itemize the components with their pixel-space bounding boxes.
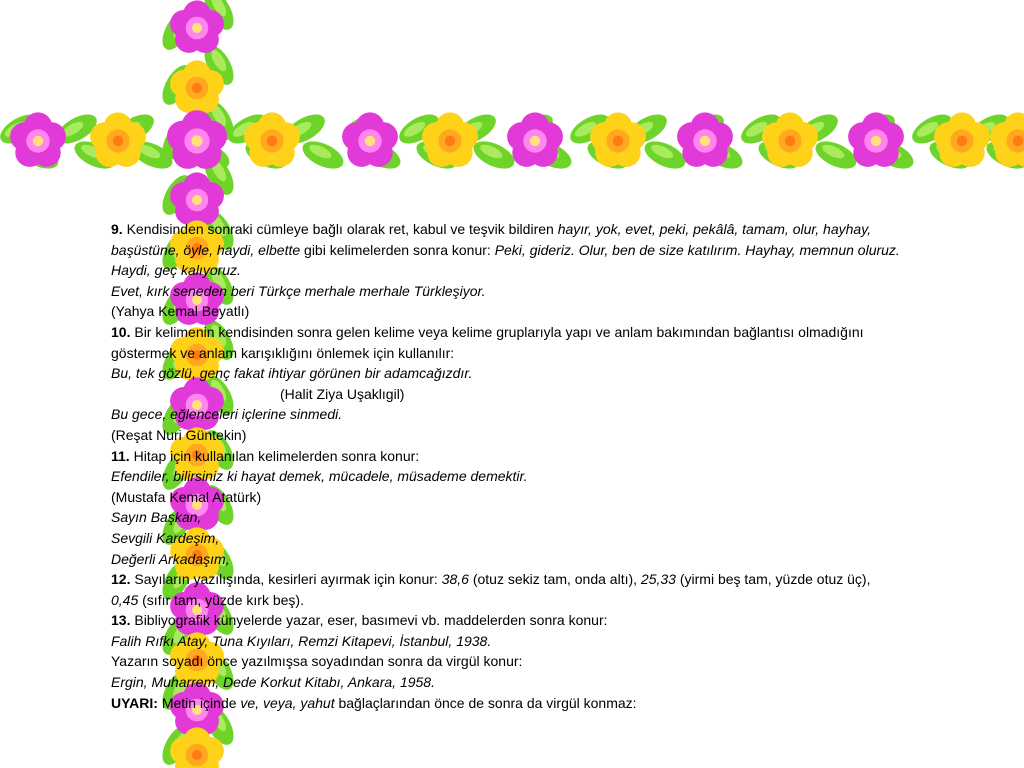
flower-icon <box>677 112 733 167</box>
text-line <box>111 590 971 611</box>
example-text: Haydi, geç kalıyoruz. <box>111 262 241 279</box>
text-line <box>111 219 971 240</box>
example-text: başüstüne, öyle, haydi, elbette <box>111 241 301 258</box>
text-line <box>111 281 971 302</box>
body-text: Yazarın soyadı önce yazılmışsa soyadından sonra da virgül konur: <box>111 653 523 670</box>
body-text: Hitap için kullanılan kelimelerden sonra konur: <box>129 447 420 464</box>
leaf-icon <box>298 136 347 175</box>
item-number: 11. <box>111 447 130 464</box>
body-text: (Reşat Nuri Güntekin) <box>111 426 247 443</box>
example-text: Efendiler, bilirsiniz ki hayat demek, mücadele, müsademe demektir. <box>111 468 528 485</box>
body-text: Bir kelimenin kendisinden sonra gelen kelime veya kelime gruplarıyla yapı ve anlam bakımından bağlantısı olmadığını <box>130 323 864 340</box>
body-text: Kendisinden sonraki cümleye bağlı olarak ret, kabul ve teşvik bildiren <box>122 221 558 237</box>
example-text: hayır, yok, evet, peki, pekâlâ, tamam, olur, hayhay, <box>557 221 872 237</box>
body-text: (sıfır tam, yüzde kırk beş). <box>138 591 304 608</box>
body-text: gibi kelimelerden sonra konur: <box>300 241 495 258</box>
example-text: 0,45 <box>111 591 139 608</box>
example-text: Peki, gideriz. Olur, ben de size katılırım. Hayhay, memnun oluruz. <box>494 241 900 258</box>
example-text: Bu gece, eğlenceleri içlerine sinmedi. <box>111 406 343 423</box>
example-text: ve, veya, yahut <box>240 694 335 711</box>
flower-icon <box>342 112 398 167</box>
flower-icon <box>848 112 904 167</box>
example-text: Bu, tek gözlü, genç fakat ihtiyar görünen bir adamcağızdır. <box>111 365 473 382</box>
body-text: Sayıların yazılışında, kesirleri ayırmak için konur: <box>130 571 442 588</box>
text-line <box>111 384 971 405</box>
text-line <box>111 446 971 467</box>
example-text: Sayın Başkan, <box>111 509 202 526</box>
body-text: Bibliyografik künyelerde yazar, eser, basımevi vb. maddelerden sonra konur: <box>130 612 608 629</box>
example-text: Evet, kırk seneden beri Türkçe merhale merhale Türkleşiyor. <box>111 282 486 299</box>
text-line <box>111 363 971 384</box>
item-number: 13. <box>111 612 131 629</box>
text-line <box>111 672 971 693</box>
text-line <box>111 569 971 590</box>
text-line <box>111 631 971 652</box>
item-number: 10. <box>111 323 131 340</box>
text-line <box>111 651 971 672</box>
example-text: 25,33 <box>640 571 676 588</box>
item-number: 12. <box>111 571 131 588</box>
text-line <box>111 260 971 281</box>
text-line <box>111 549 971 570</box>
text-line <box>111 322 971 343</box>
text-line <box>111 404 971 425</box>
text-line <box>111 528 971 549</box>
body-text: (Mustafa Kemal Atatürk) <box>111 488 262 505</box>
example-text: 38,6 <box>441 571 469 588</box>
text-line <box>111 240 971 261</box>
body-text: Metin içinde <box>157 694 241 711</box>
item-number: UYARI: <box>111 694 158 711</box>
body-text: (Halit Ziya Uşaklıgil) <box>280 385 405 402</box>
text-line <box>111 693 971 714</box>
slide-body-text <box>111 219 971 713</box>
body-text: (Yahya Kemal Beyatlı) <box>111 303 250 320</box>
body-text: bağlaçlarından önce de sonra da virgül konmaz: <box>334 694 637 711</box>
flower-icon <box>507 112 563 167</box>
text-line <box>111 301 971 322</box>
text-line <box>111 507 971 528</box>
example-text: Değerli Arkadaşım, <box>111 550 230 567</box>
example-text: Sevgili Kardeşim, <box>111 529 220 546</box>
text-line <box>111 343 971 364</box>
text-line <box>111 425 971 446</box>
example-text: Falih Rıfkı Atay, Tuna Kıyıları, Remzi Kitapevi, İstanbul, 1938. <box>111 632 492 649</box>
body-text: göstermek ve anlam karışıklığını önlemek için kullanılır: <box>111 344 455 361</box>
body-text: (yirmi beş tam, yüzde otuz üç), <box>675 571 871 588</box>
item-number: 9. <box>111 221 123 237</box>
example-text: Ergin, Muharrem, Dede Korkut Kitabı, Ankara, 1958. <box>111 674 435 691</box>
text-line <box>111 466 971 487</box>
body-text: (otuz sekiz tam, onda altı), <box>468 571 641 588</box>
text-line <box>111 487 971 508</box>
text-line <box>111 610 971 631</box>
